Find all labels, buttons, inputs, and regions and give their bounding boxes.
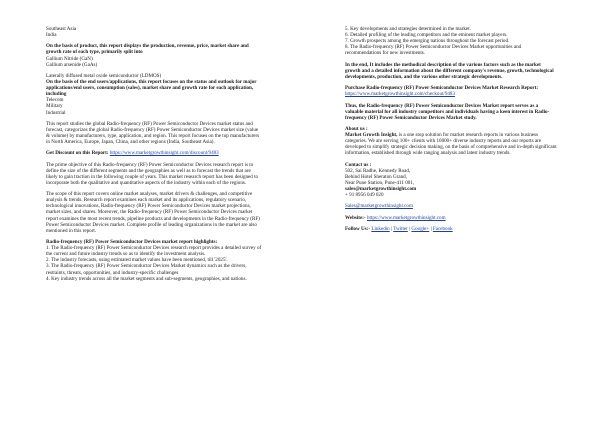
regions-tail bbox=[46, 26, 262, 38]
discount-label: Get Discount on this Report: bbox=[46, 150, 110, 157]
discount-line bbox=[46, 150, 262, 156]
highlight-item: 6. Detailed profiling of the leading competitors and the eminent market players. bbox=[345, 32, 508, 39]
region-item: Southeast Asia bbox=[46, 26, 77, 32]
highlights-list bbox=[46, 245, 262, 282]
sales-email-link[interactable]: Sales@marketgrowthinsight.com bbox=[345, 203, 413, 210]
facebook-link[interactable]: Facebook bbox=[432, 225, 453, 232]
region-item: India bbox=[46, 32, 57, 39]
contact-section bbox=[345, 162, 557, 199]
linkedin-link[interactable]: Linkedin bbox=[371, 225, 390, 232]
highlight-item: 1. The Radio-frequency (RF) Power Semiconductor Devices research report provides a detailed survey of the current and future industry trends so as to identify the investment analysis. bbox=[46, 245, 262, 258]
product-section bbox=[46, 43, 262, 67]
about-company: Market Growth Insight, bbox=[345, 132, 398, 139]
website-label: Website:- bbox=[345, 214, 367, 221]
highlight-item: 4. Key industry trends across all the market segments and sub-segments, geographies, and nations. bbox=[46, 275, 247, 282]
about-text: is a one stop solution for market research reports in various business categories. We are serving 100+ clients with 10000+ diverse industry reports and our reports are developed to simplify strategic decision making, on the basis of comprehensive and in-depth significant information, established through wide ranging analysis and latest industry trends. bbox=[345, 132, 557, 157]
follow-label: Follow Us:- bbox=[345, 225, 372, 232]
application-item: Military bbox=[46, 103, 63, 110]
purchase-line bbox=[345, 85, 557, 97]
contact-address-line: 502, Sai Radhe, Kennedy Road, bbox=[345, 167, 411, 174]
end-paragraph: In the end, It includes the methodical description of the various factors such as the market growth and a detailed information about the different company's revenue, growth, technological developments, production, and the various other strategic developments. bbox=[345, 61, 554, 80]
highlight-item: 3. The Radio-frequency (RF) Power Semiconductor Devices Market dynamics such as the drivers, restraints, threats, opportunities, and industry-specific challenges bbox=[46, 263, 247, 276]
google-plus-link[interactable]: Google+ bbox=[411, 225, 430, 232]
discount-link[interactable]: https://www.marketgrowthinsight.com/discount/9483 bbox=[109, 150, 219, 157]
highlights-heading: Radio-frequency (RF) Power Semiconductor Devices market report highlights: bbox=[46, 239, 218, 246]
study-paragraph: This report studies the global Radio-frequency (RF) Power Semiconductor Devices market status and forecast, categorizes the global Radio-frequency (RF) Power Semiconductor Devices market size (value & volume) by manufacturers, type, application, and region. This report focuses on the top manufacturers in North America, Europe, Japan, China, and other regions (India, Southeast Asia). bbox=[46, 120, 260, 146]
thus-paragraph: Thus, the Radio-frequency (RF) Power Semiconductor Devices Market report serves as a valuable material for all industry competitors and individuals having a keen interest in Radio-frequency (RF) Power Semiconductor Devices Market study. bbox=[345, 102, 550, 121]
application-section bbox=[46, 73, 262, 116]
highlight-item: 7. Growth prospects among the emerging nations throughout the forecast period. bbox=[345, 38, 510, 45]
contact-heading: Contact us : bbox=[345, 161, 372, 168]
website-link[interactable]: https://www.marketgrowthinsight.com bbox=[366, 214, 446, 221]
contact-address-line: Behind Hotel Sheraton Grand, bbox=[345, 173, 407, 180]
product-heading: On the basis of product, this report displays the production, revenue, price, market share and growth rate of each type, primarily split into bbox=[46, 43, 249, 56]
follow-line: Follow Us:- Linkedin | Twitter | Google+ | Facebook bbox=[345, 225, 453, 232]
application-item: Industrial bbox=[46, 109, 66, 116]
website-line bbox=[345, 215, 557, 221]
contact-email: sales@marketgrowthinsight.com bbox=[345, 186, 417, 192]
contact-address-line: Near Pune Station, Pune-411 001, bbox=[345, 179, 415, 186]
highlight-item: 5. Key developments and strategies determined in the market. bbox=[345, 26, 471, 32]
twitter-link[interactable]: Twitter bbox=[393, 225, 408, 232]
highlights-section bbox=[46, 239, 262, 282]
about-section bbox=[345, 126, 557, 156]
product-type: Gallium arsenide (GaAs) bbox=[46, 61, 98, 68]
application-heading: On the basis of the end users/applications, this report focuses on the status and outlook for major applications/end users, consumption (sales), market share and growth rate for each application, including bbox=[46, 79, 257, 98]
prime-paragraph: The prime objective of this Radio-frequency (RF) Power Semiconductor Devices research report is to define the size of the different segments and the geographies as well as to forecast the trends that are likely to gain traction in the following couple of years. This market research report has been designed to incorporate both the qualitative and quantitative aspects of the industry within each of the regions. bbox=[46, 161, 259, 186]
left-column bbox=[46, 26, 262, 282]
contact-phone: + 91 8956 049 020 bbox=[345, 192, 384, 199]
highlights-continued bbox=[345, 26, 557, 56]
right-column bbox=[345, 26, 557, 237]
sales-email-line bbox=[345, 203, 557, 209]
purchase-link[interactable]: https://www.marketgrowthinsight.com/checkout/9483 bbox=[345, 91, 456, 98]
scope-paragraph: The scope of this report covers online market analyses, market drivers & challenges, and competitive analysis & trends. Research report examines each market and its applications, regulatory scenario, technological innovations, Radio-frequency (RF) Power Semiconductor Devices market projections, market sizes, and shares. Moreover, the Radio-frequency (RF) Power Semiconductor Devices market report examines the most recent trends, pipeline products and developments in the Radio-frequency (RF) Power Semiconductor Devices market. Complete profile of leading organizations in the market are also mentioned in this report. bbox=[46, 191, 260, 234]
application-item: Telecom bbox=[46, 97, 64, 104]
highlight-item: 2. The industry forecasts, using estimated market values have been mentioned, till '2025'. bbox=[46, 257, 228, 264]
ldmos-type: Laterally diffused metal oxide semiconductor (LDMOS) bbox=[46, 72, 162, 79]
product-type: Gallium Nitride (GaN) bbox=[46, 55, 93, 62]
purchase-label: Purchase Radio-frequency (RF) Power Semiconductor Devices Market Research Report: bbox=[345, 85, 539, 92]
about-heading: About us : bbox=[345, 125, 368, 132]
highlight-item: 8. The Radio-frequency (RF) Power Semiconductor Devices Market opportunities and recommendations for new investments. bbox=[345, 44, 522, 57]
